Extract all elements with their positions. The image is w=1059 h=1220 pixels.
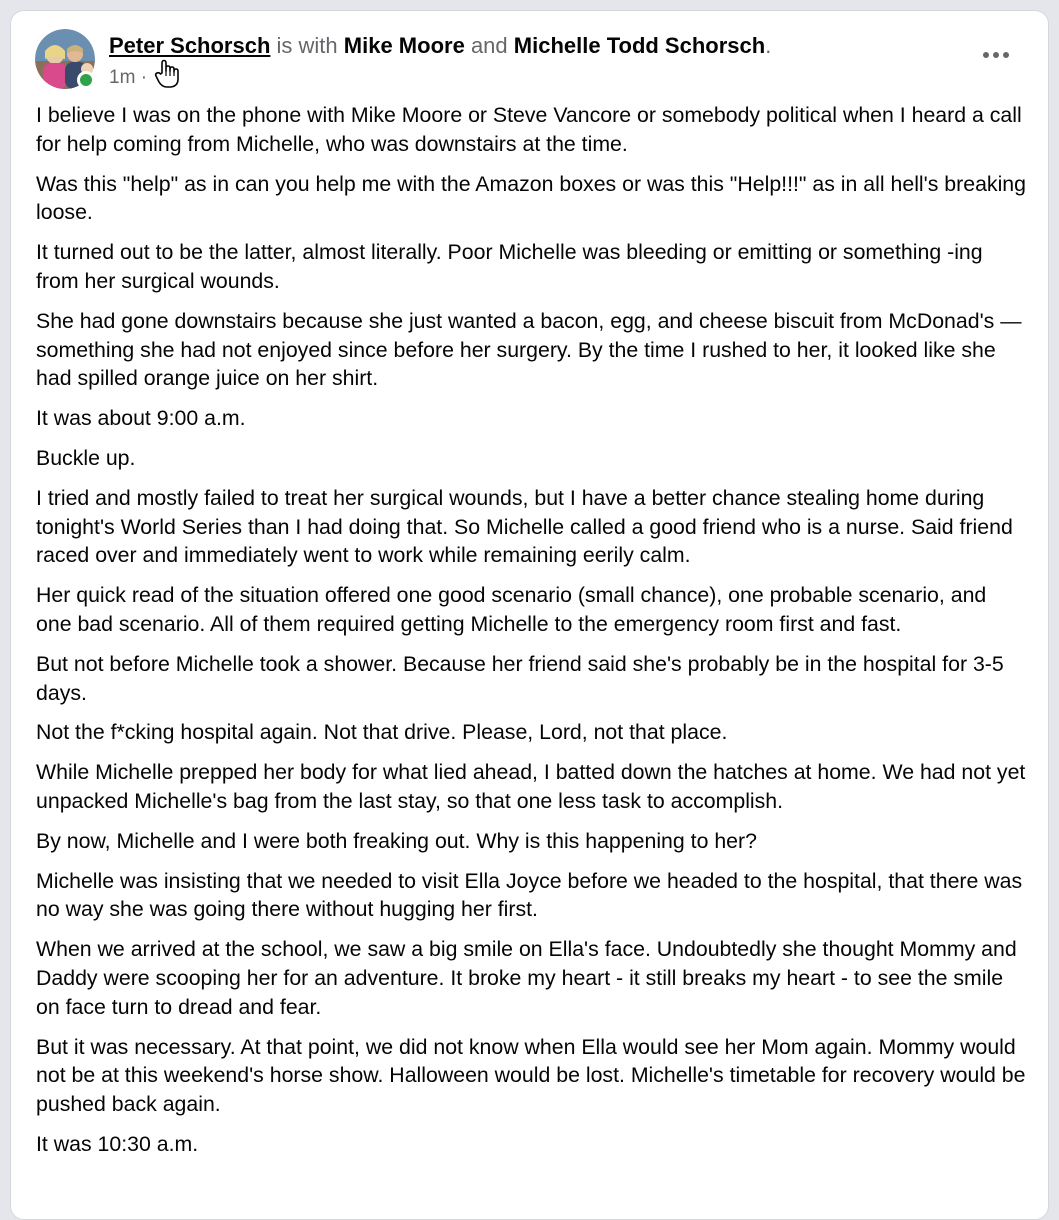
meta-separator: · — [140, 67, 148, 89]
post-paragraph: But it was necessary. At that point, we did not know when Ella would see her Mom again. Mommy would not be at this weekend's horse show. Halloween would be lost. Michelle's timetable for recovery would be pushed back again. — [36, 1034, 1026, 1117]
post-paragraph: It was about 9:00 a.m. — [36, 406, 246, 431]
author-link[interactable]: Peter Schorsch — [109, 33, 271, 58]
with-text: is with — [276, 33, 338, 58]
online-status-dot — [77, 71, 95, 89]
post-paragraph: Michelle was insisting that we needed to visit Ella Joyce before we headed to the hospital, that there was no way she was going there without hugging her first. — [36, 868, 1023, 922]
post-paragraph: While Michelle prepped her body for what lied ahead, I batted down the hatches at home. We had not yet unpacked Michelle's bag from the last stay, so that one less task to accomplish. — [36, 760, 1026, 813]
post-attribution — [109, 31, 771, 61]
more-options-button[interactable] — [976, 43, 1016, 67]
post-paragraph: But not before Michelle took a shower. Because her friend said she's probably be in the hospital for 3-5 days. — [36, 651, 1004, 705]
post-paragraph: I tried and mostly failed to treat her surgical wounds, but I have a better chance stealing home during tonight's World Series than I had doing that. So Michelle called a good friend who is a nurse. Said friend raced over and immediately went to work while remaining eerily calm. — [36, 485, 1013, 568]
tagged-user-link[interactable]: Michelle Todd Schorsch — [513, 33, 766, 58]
and-text: and — [470, 33, 508, 58]
post-paragraph: Was this "help" as in can you help me with the Amazon boxes or was this "Help!!!" as in all hell's breaking loose. — [36, 171, 1026, 225]
post-paragraph: Her quick read of the situation offered one good scenario (small chance), one probable scenario, and one bad scenario. All of them required getting Michelle to the emergency room first and fast. — [36, 583, 987, 636]
post-paragraph: She had gone downstairs because she just wanted a bacon, egg, and cheese biscuit from McDonad's — something she had not enjoyed since before her surgery. By the time I rushed to her, it looked like she had spilled orange juice on her shirt. — [36, 308, 1022, 391]
hand-cursor-icon — [154, 59, 180, 89]
post-paragraph: When we arrived at the school, we saw a big smile on Ella's face. Undoubtedly she thought Mommy and Daddy were scooping her for an adventure. It broke my heart - it still breaks my heart - to see the smile on face turn to dread and fear. — [36, 937, 1017, 1019]
period-text: . — [765, 33, 772, 58]
post-card — [10, 10, 1049, 1220]
more-options-icon — [983, 52, 989, 58]
post-body — [36, 101, 1026, 1170]
tagged-user-link[interactable]: Mike Moore — [343, 33, 465, 58]
post-paragraph: Not the f*cking hospital again. Not that drive. Please, Lord, not that place. — [36, 720, 728, 745]
post-paragraph: I believe I was on the phone with Mike Moore or Steve Vancore or somebody political when I heard a call for help coming from Michelle, who was downstairs at the time. — [36, 103, 1022, 156]
post-paragraph: Buckle up. — [36, 445, 136, 470]
post-paragraph: It turned out to be the latter, almost literally. Poor Michelle was bleeding or emitting or something -ing from her surgical wounds. — [36, 240, 983, 293]
avatar[interactable] — [35, 29, 95, 89]
post-paragraph: By now, Michelle and I were both freaking out. Why is this happening to her? — [36, 828, 757, 853]
post-timestamp[interactable]: 1m — [109, 67, 136, 89]
post-meta — [109, 63, 180, 93]
post-paragraph: It was 10:30 a.m. — [36, 1131, 199, 1156]
post-header — [35, 29, 1024, 95]
